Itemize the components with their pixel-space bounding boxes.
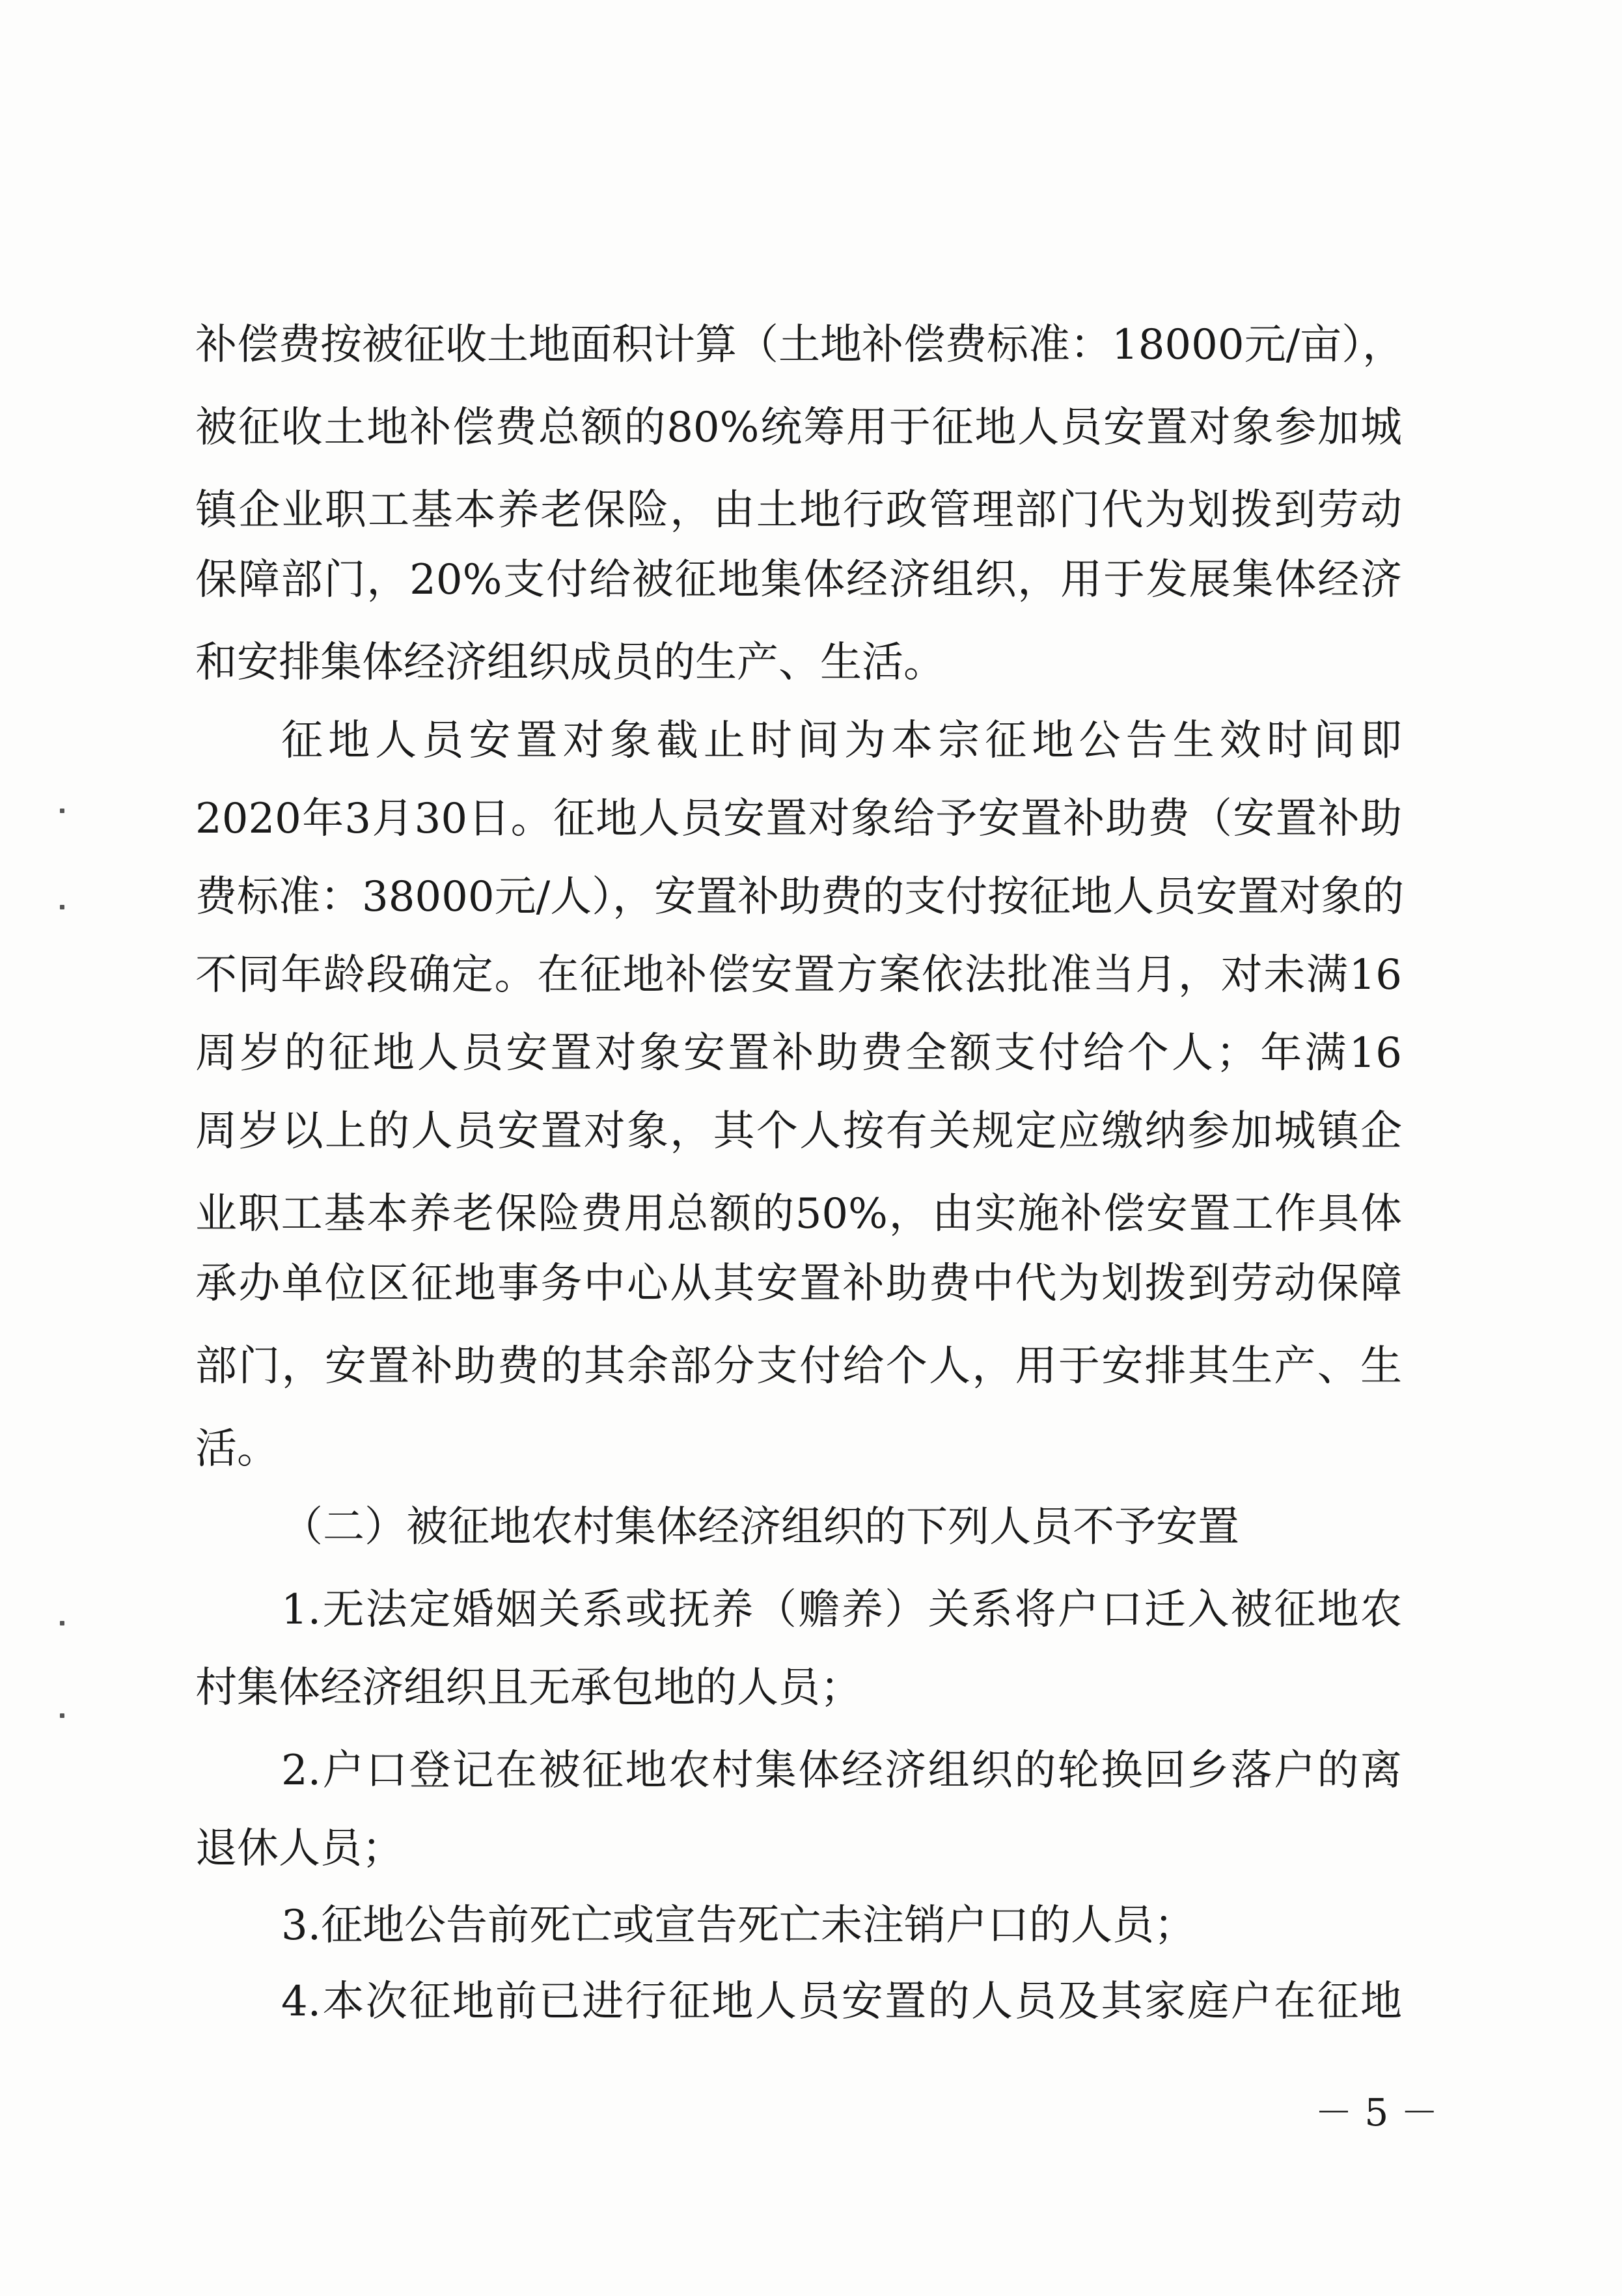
text-line: 补偿费按被征收土地面积计算（土地补偿费标准：18000元/亩），	[195, 321, 1405, 369]
margin-mark	[60, 1713, 64, 1718]
margin-mark	[60, 905, 64, 909]
text-line: 周岁以上的人员安置对象，其个人按有关规定应缴纳参加城镇企	[195, 1107, 1402, 1155]
section-heading: （二）被征地农村集体经济组织的下列人员不予安置	[281, 1503, 1239, 1551]
text-line: 村集体经济组织且无承包地的人员；	[195, 1664, 862, 1712]
text-line: 业职工基本养老保险费用总额的50%，由实施补偿安置工作具体	[195, 1190, 1402, 1238]
text-line: 费标准：38000元/人），安置补助费的支付按征地人员安置对象的	[195, 873, 1405, 921]
text-line: 承办单位区征地事务中心从其安置补助费中代为划拨到劳动保障	[195, 1260, 1402, 1308]
text-line: 不同年龄段确定。在征地补偿安置方案依法批准当月，对未满16	[195, 951, 1402, 999]
page-number: － 5 －	[1315, 2090, 1438, 2135]
margin-mark	[60, 1621, 64, 1625]
text-line: 周岁的征地人员安置对象安置补助费全额支付给个人；年满16	[195, 1029, 1402, 1077]
text-line: 活。	[195, 1425, 279, 1473]
list-item: 1.无法定婚姻关系或抚养（赡养）关系将户口迁入被征地农	[281, 1586, 1402, 1634]
list-item: 2.户口登记在被征地农村集体经济组织的轮换回乡落户的离	[281, 1747, 1402, 1795]
text-line: 征地人员安置对象截止时间为本宗征地公告生效时间即	[281, 717, 1402, 765]
text-line: 被征收土地补偿费总额的80%统筹用于征地人员安置对象参加城	[195, 404, 1402, 452]
text-line: 保障部门，20%支付给被征地集体经济组织，用于发展集体经济	[195, 556, 1402, 604]
list-item: 3.征地公告前死亡或宣告死亡未注销户口的人员；	[281, 1902, 1196, 1950]
text-line: 和安排集体经济组织成员的生产、生活。	[195, 639, 945, 687]
list-item: 4.本次征地前已进行征地人员安置的人员及其家庭户在征地	[281, 1978, 1402, 2026]
text-line: 2020年3月30日。征地人员安置对象给予安置补助费（安置补助	[195, 795, 1402, 843]
margin-mark	[60, 809, 64, 813]
text-line: 退休人员；	[195, 1825, 404, 1873]
text-line: 部门，安置补助费的其余部分支付给个人，用于安排其生产、生	[195, 1342, 1402, 1390]
text-line: 镇企业职工基本养老保险，由土地行政管理部门代为划拨到劳动	[195, 486, 1402, 534]
